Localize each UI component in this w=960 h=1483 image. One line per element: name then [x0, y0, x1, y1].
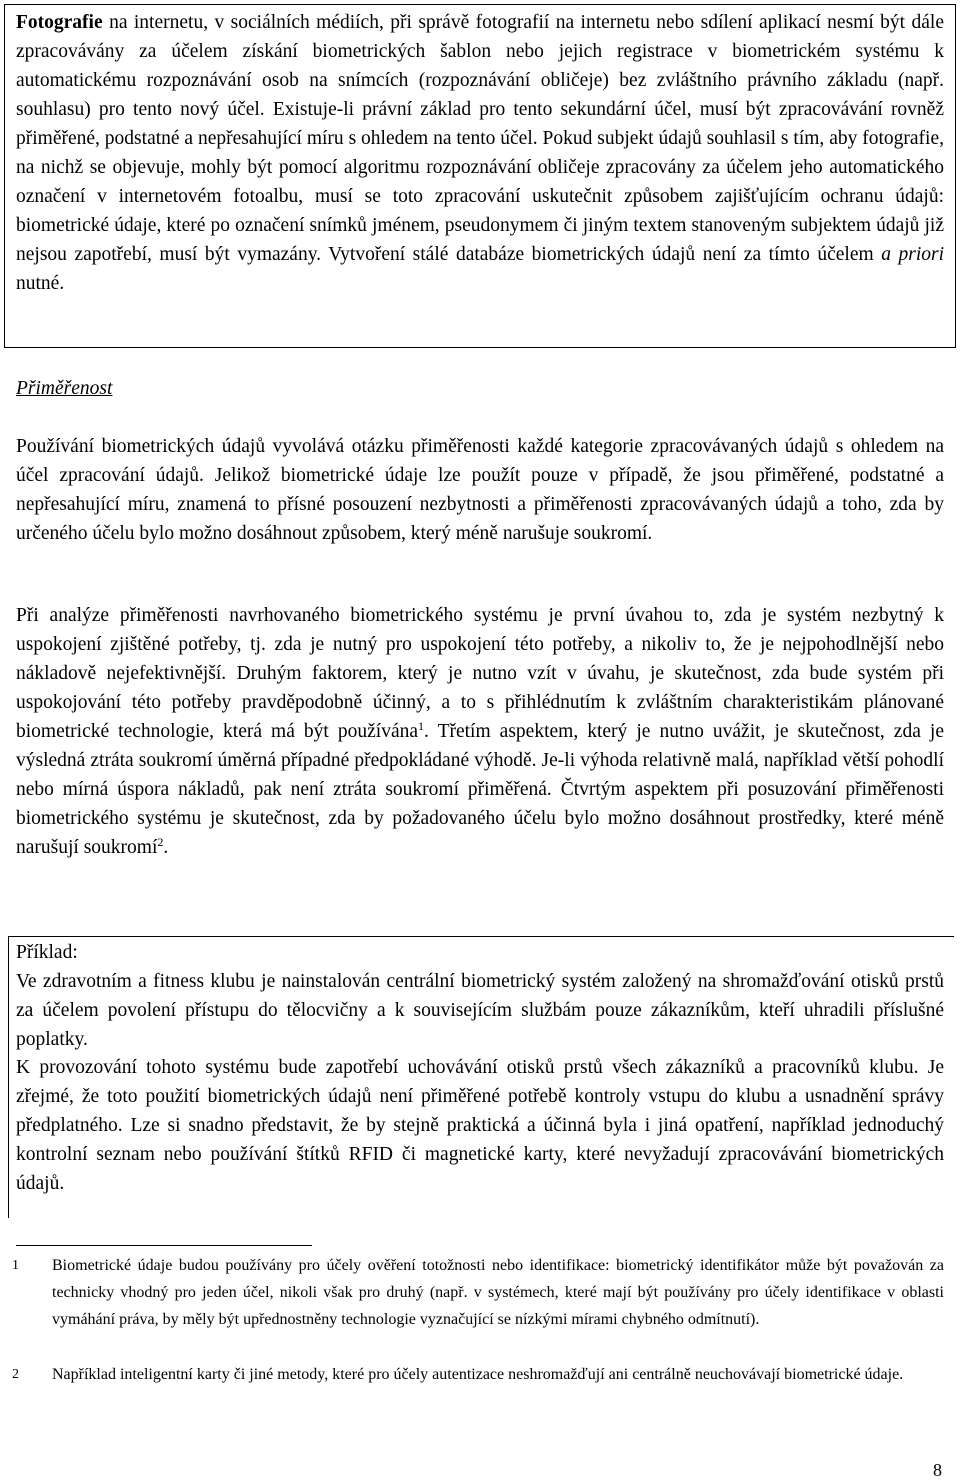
footnote-number-2: 2 [12, 1367, 19, 1382]
paragraph-2-text-3: . [163, 837, 169, 858]
footnote-number-1: 1 [12, 1258, 19, 1273]
footnote-text-1: Biometrické údaje budou používány pro účely ověření totožnosti nebo identifikace: biometrický identifikátor může být považován za technicky vhodný pro jeden účel, nikoli však pro druhý (např. v systémech, které mají být používány pro účely identifikace v oblasti vymáhání práva, by měly být upřednostněny technologie vyznačující se nízkými mírami chybného odmítnutí). [52, 1257, 944, 1328]
footnote-text-2: Například inteligentní karty či jiné metody, které pro účely autentizace neshromažďují ani centrálně neuchovávají biometrické údaje. [52, 1366, 904, 1383]
paragraph-2 [16, 601, 944, 862]
example-paragraph-1: Ve zdravotním a fitness klubu je nainstalován centrální biometrický systém založený na shromažďování otisků prstů za účelem povolení přístupu do tělocvičny a k souvisejícím službám pouze zákazníkům, kteří uhradili příslušné poplatky. [16, 971, 944, 1050]
boxed-text-2: nutné. [16, 273, 65, 294]
footnote-ref-1[interactable]: 1 [418, 719, 425, 733]
italic-term: a priori [881, 244, 945, 265]
example-paragraph-2: K provozování tohoto systému bude zapotřebí uchovávání otisků prstů všech zákazníků a pracovníků klubu. Je zřejmé, že toto použití biometrických údajů není přiměřené potřebě kontroly vstupu do klubu a usnadnění správy předplatného. Lze si snadno představit, že by stejně praktická a účinná byla i jiná opatření, například jednoduchý kontrolní seznam nebo používání štítků RFID či magnetické karty, které nevyžadují zpracovávání biometrických údajů. [16, 1057, 944, 1194]
bold-term: Fotografie [16, 12, 103, 33]
paragraph-2-text-1: Při analýze přiměřenosti navrhovaného biometrického systému je první úvahou to, zda je systém nezbytný k uspokojení zjištěné potřeby, tj. zda je nutný pro uspokojení této potřeby, a nikoliv to, že je nejpohodlnější nebo nákladově nejefektivnější. Druhým faktorem, který je nutno vzít v úvahu, je skutečnost, zda bude systém při uspokojování této potřeby pravděpodobně účinný, a to s přihlédnutím k zvláštním charakteristikám plánované biometrické technologie, která má být používána [16, 605, 944, 742]
paragraph-1: Používání biometrických údajů vyvolává otázku přiměřenosti každé kategorie zpracovávaných údajů s ohledem na účel zpracování údajů. Jelikož biometrické údaje lze použít pouze v případě, že jsou přiměřené, podstatné a nepřesahující míru, znamená to přísné posouzení nezbytnosti a přiměřenosti zpracovávaných údajů a toho, zda by určeného účelu bylo možno dosáhnout způsobem, který méně narušuje soukromí. [16, 436, 944, 544]
boxed-text-1: na internetu, v sociálních médiích, při správě fotografií na internetu nebo sdílení aplikací nesmí být dále zpracovávány za účelem získání biometrických šablon nebo jejich registrace v biometrickém systému k automatickému rozpoznávání osob na snímcích (rozpoznávání obličeje) bez zvláštního právního základu (např. souhlasu) pro tento nový účel. Existuje-li právní základ pro tento sekundární účel, musí být zpracovávání rovněž přiměřené, podstatné a nepřesahující míru s ohledem na tento účel. Pokud subjekt údajů souhlasil s tím, aby fotografie, na nichž se objevuje, mohly být pomocí algoritmu rozpoznávání obličeje zpracovány za účelem jeho automatického označení v internetovém fotoalbu, musí se toto zpracování uskutečnit způsobem zajišťujícím ochranu údajů: biometrické údaje, které po označení snímků jménem, pseudonymem či jiným textem stanoveným subjektem údajů již nejsou zapotřebí, musí být vymazány. Vytvoření stálé databáze biometrických údajů není za tímto účelem [16, 12, 944, 265]
boxed-paragraph [16, 8, 944, 298]
section-heading: Přiměřenost [16, 378, 113, 399]
example-title: Příklad: [16, 942, 78, 963]
paragraph-2-text-2: . Třetím aspektem, který je nutno uvážit, je skutečnost, zda je výsledná ztráta soukromí úměrná případné předpokládané výhodě. Je-li výhoda relativně malá, například větší pohodlí nebo mírná úspora nákladů, pak není ztráta soukromí přiměřená. Čtvrtým aspektem při posuzování přiměřenosti biometrického systému je skutečnost, zda by požadovaného účelu bylo možno dosáhnout prostředky, které méně narušují soukromí [16, 721, 944, 858]
footnote-divider [16, 1245, 312, 1246]
footnote-ref-2[interactable]: 2 [157, 835, 164, 849]
page-number: 8 [933, 1460, 942, 1480]
